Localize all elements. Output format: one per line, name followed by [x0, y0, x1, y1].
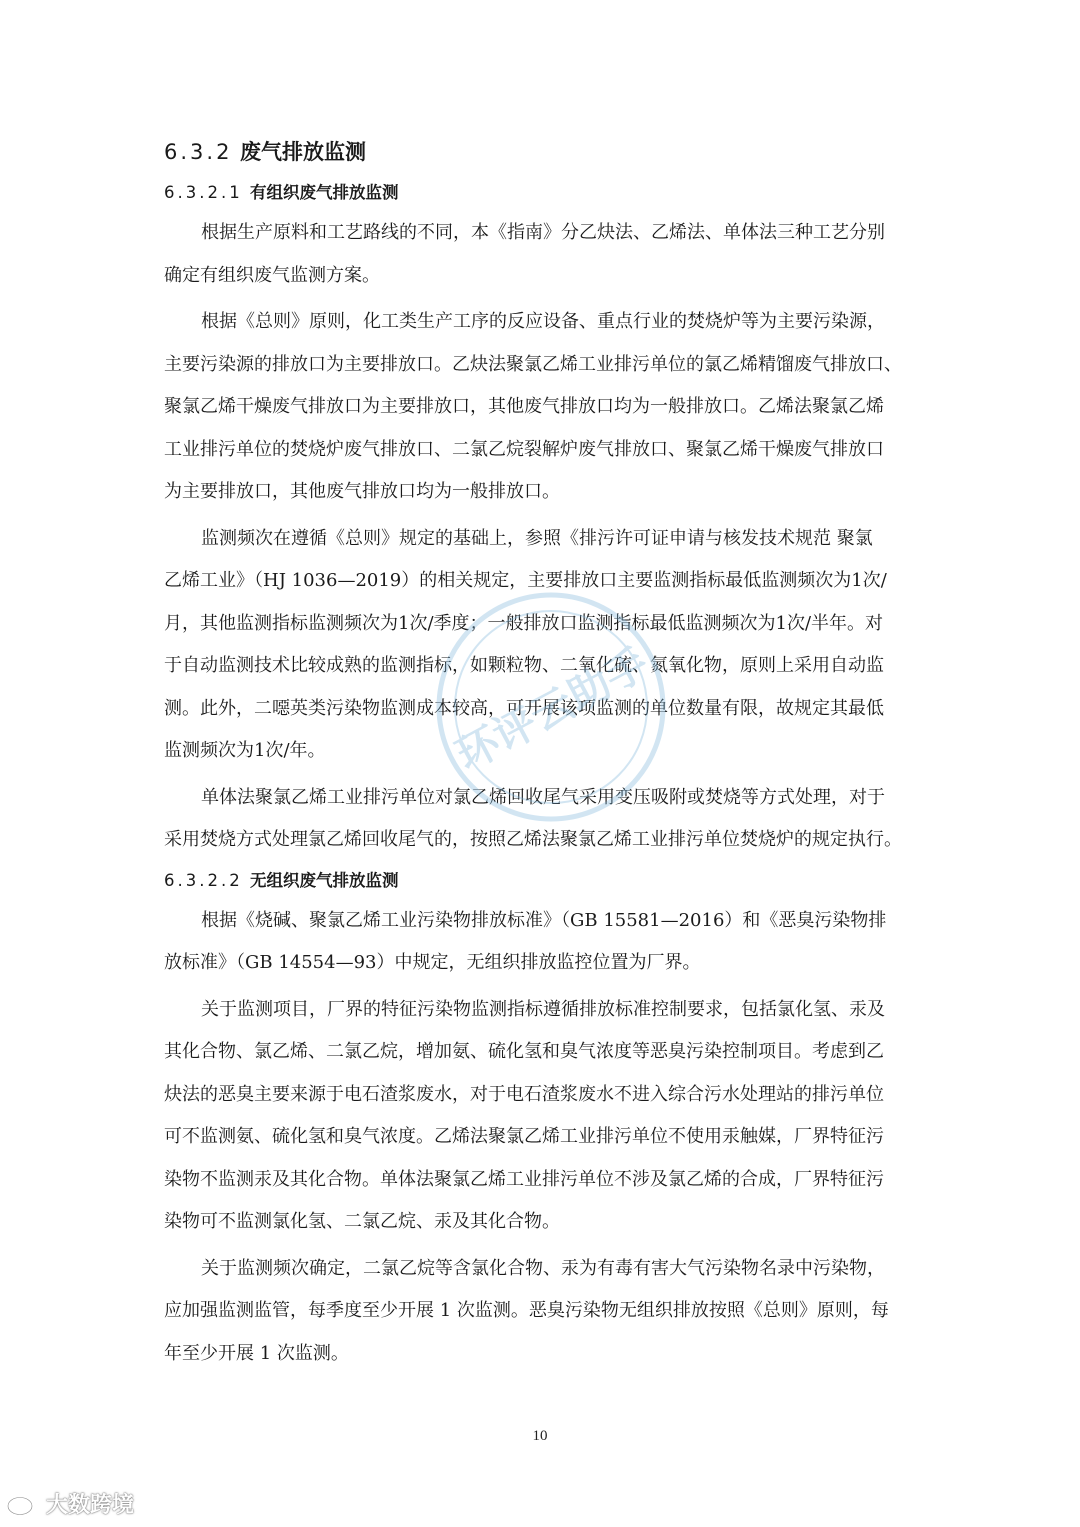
subsection-2-body	[164, 900, 918, 1376]
subsection-title: 有组织废气排放监测	[250, 183, 399, 202]
watermark-text: 大数跨境	[46, 1492, 135, 1518]
paragraph	[164, 1248, 918, 1376]
paragraph	[164, 989, 918, 1244]
text-line: 根据《总则》原则，化工类生产工序的反应设备、重点行业的焚烧炉等为主要污染源，	[201, 311, 885, 332]
text-line: 根据《烧碱、聚氯乙烯工业污染物排放标准》（GB 15581—2016）和《恶臭污染物排	[201, 909, 887, 931]
subsection-heading-2	[164, 866, 918, 896]
subsection-title: 无组织废气排放监测	[250, 870, 399, 890]
paragraph	[164, 212, 918, 297]
text-line: 工业排污单位的焚烧炉废气排放口、二氯乙烷裂解炉废气排放口、聚氯乙烯干燥废气排放口	[164, 438, 884, 460]
section-heading	[164, 134, 918, 170]
text-line: 染物不监测汞及其化合物。单体法聚氯乙烯工业排污单位不涉及氯乙烯的合成，厂界特征污	[164, 1168, 884, 1190]
text-line: 关于监测项目，厂界的特征污染物监测指标遵循排放标准控制要求，包括氯化氢、汞及	[201, 998, 885, 1020]
text-line: 关于监测频次确定，二氯乙烷等含氯化合物、汞为有毒有害大气污染物名录中污染物，	[201, 1257, 885, 1279]
text-line: 乙烯工业》（HJ 1036—2019）的相关规定，主要排放口主要监测指标最低监测频次为1次/	[164, 570, 887, 591]
text-line: 测。此外，二噁英类污染物监测成本较高，可开展该项监测的单位数量有限，故规定其最低	[164, 697, 884, 719]
seal-stamp-icon	[426, 582, 676, 832]
text-line: 炔法的恶臭主要来源于电石渣浆废水，对于电石渣浆废水不进入综合污水处理站的排污单位	[164, 1083, 884, 1105]
section-title: 废气排放监测	[240, 140, 366, 164]
text-line: 应加强监测监管，每季度至少开展 1 次监测。恶臭污染物无组织排放按照《总则》原则，每	[164, 1300, 889, 1321]
paragraph	[164, 301, 918, 514]
text-line: 聚氯乙烯干燥废气排放口为主要排放口，其他废气排放口均为一般排放口。乙烯法聚氯乙烯	[164, 396, 884, 417]
weibo-logo-icon	[6, 1489, 40, 1517]
subsection-heading-1	[164, 178, 918, 208]
text-line: 年至少开展 1 次监测。	[164, 1342, 349, 1364]
subsection-number: 6.3.2.1	[164, 183, 243, 202]
text-line: 月，其他监测指标监测频次为1次/季度；一般排放口监测指标最低监测频次为1次/半年。对	[164, 612, 884, 634]
text-line: 可不监测氨、硫化氢和臭气浓度。乙烯法聚氯乙烯工业排污单位不使用汞触媒，厂界特征污	[164, 1126, 884, 1147]
text-line: 为主要排放口，其他废气排放口均为一般排放口。	[164, 481, 560, 502]
section-number: 6.3.2	[164, 140, 233, 164]
text-line: 监测频次为1次/年。	[164, 740, 326, 761]
stamp-text: 环评云助手	[447, 638, 657, 781]
text-line: 监测频次在遵循《总则》规定的基础上，参照《排污许可证申请与核发技术规范 聚氯	[201, 527, 873, 549]
subsection-number: 6.3.2.2	[164, 870, 243, 890]
platform-watermark	[6, 1487, 134, 1519]
text-line: 其化合物、氯乙烯、二氯乙烷，增加氨、硫化氢和臭气浓度等恶臭污染控制项目。考虑到乙	[164, 1041, 884, 1062]
page-number: 10	[532, 1428, 548, 1444]
text-line: 于自动监测技术比较成熟的监测指标，如颗粒物、二氧化硫、氮氧化物，原则上采用自动监	[164, 655, 884, 676]
paragraph	[164, 900, 918, 985]
text-line: 放标准》（GB 14554—93）中规定，无组织排放监控位置为厂界。	[164, 952, 701, 973]
text-line: 染物可不监测氯化氢、二氯乙烷、汞及其化合物。	[164, 1211, 560, 1232]
text-line: 单体法聚氯乙烯工业排污单位对氯乙烯回收尾气采用变压吸附或焚烧等方式处理，对于	[201, 786, 885, 808]
text-line: 确定有组织废气监测方案。	[164, 264, 380, 286]
text-line: 主要污染源的排放口为主要排放口。乙炔法聚氯乙烯工业排污单位的氯乙烯精馏废气排放口、	[164, 353, 902, 375]
text-line: 采用焚烧方式处理氯乙烯回收尾气的，按照乙烯法聚氯乙烯工业排污单位焚烧炉的规定执行。	[164, 829, 902, 850]
text-line: 根据生产原料和工艺路线的不同，本《指南》分乙炔法、乙烯法、单体法三种工艺分别	[201, 222, 885, 243]
